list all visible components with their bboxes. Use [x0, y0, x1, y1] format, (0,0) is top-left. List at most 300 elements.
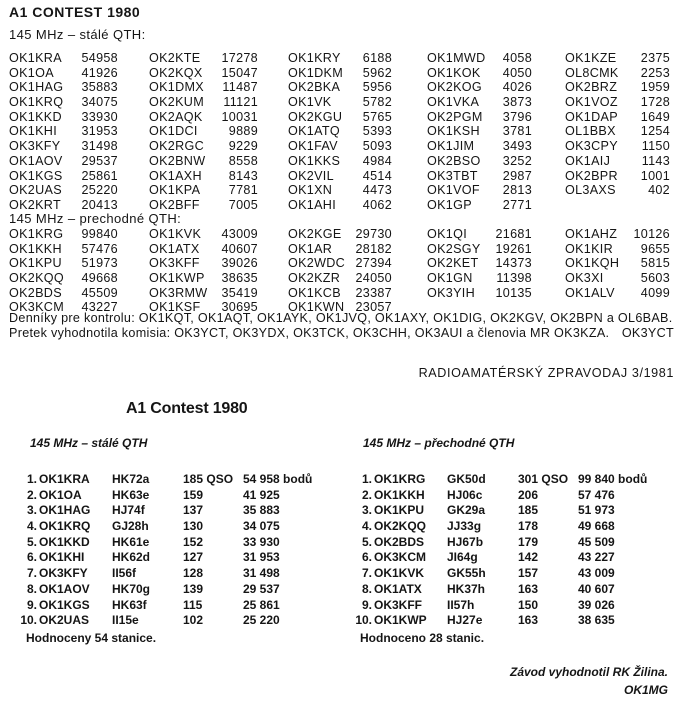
grid-prechodne-row [9, 256, 674, 271]
callsign: OK1KSH [427, 124, 480, 139]
score: 43227 [81, 300, 118, 315]
score: 5956 [362, 80, 392, 95]
score: 1001 [640, 168, 670, 183]
score: 3781 [502, 124, 532, 139]
table-row [13, 472, 343, 488]
callsign: OK1KOK [427, 65, 481, 80]
points: 33 930 [243, 534, 280, 549]
score: 27394 [355, 256, 392, 271]
score: 21681 [495, 227, 532, 241]
points: 31 498 [243, 566, 280, 581]
locator: HJ74f [112, 503, 145, 518]
results-grid-stale [9, 51, 674, 213]
callsign: OK1KWP [149, 271, 205, 286]
score: 1143 [641, 153, 670, 168]
points: 25 220 [243, 613, 280, 628]
table-row [13, 613, 343, 629]
signature: OK1MG [623, 683, 668, 697]
callsign: OK1OA [9, 65, 54, 80]
table-row [348, 582, 678, 598]
rank: 10. [355, 613, 372, 628]
table-heading-stale: 145 MHz – stálé QTH [30, 436, 148, 450]
score: 1150 [641, 139, 670, 154]
score: 3493 [502, 139, 532, 154]
locator: HK62d [112, 550, 151, 565]
callsign: OK1HAG [39, 503, 91, 518]
callsign: OK3KFY [39, 566, 88, 581]
points: 54 958 bodů [243, 472, 313, 486]
callsign: OL3AXS [565, 183, 616, 198]
score: 49668 [81, 271, 118, 286]
grid-prechodne-row [9, 286, 674, 301]
callsign: OK1AHI [288, 197, 336, 212]
score: 10135 [495, 285, 532, 300]
qso-count: 130 [183, 519, 204, 534]
locator: HJ06c [447, 487, 483, 502]
points: 39 026 [578, 597, 615, 612]
callsign: OK2BFF [149, 197, 200, 212]
callsign: OK3YIH [427, 285, 475, 300]
callsign: OL8CMK [565, 65, 619, 80]
score: 45509 [81, 285, 118, 300]
score: 4050 [502, 65, 532, 80]
ranking-table-stale [13, 472, 343, 629]
score: 7781 [228, 183, 258, 198]
score: 4026 [502, 80, 532, 95]
score: 33930 [81, 109, 118, 124]
score: 5603 [640, 271, 670, 286]
callsign: OK1AOV [9, 153, 63, 168]
score: 8558 [228, 153, 258, 168]
notes-signature: OK3YCT [621, 325, 674, 340]
callsign: OK1KKD [9, 109, 62, 124]
score: 15047 [221, 65, 258, 80]
score: 3252 [502, 153, 532, 168]
qso-count: 178 [518, 519, 539, 534]
score: 4984 [362, 153, 392, 168]
callsign: OK2KET [427, 256, 479, 271]
callsign: OK1KIR [565, 241, 613, 256]
rank: 5. [361, 534, 372, 549]
callsign: OK1AXH [149, 168, 202, 183]
table-heading-prechodne: 145 MHz – přechodné QTH [363, 436, 515, 450]
table-footer-stale: Hodnoceny 54 stanice. [26, 631, 157, 645]
callsign: OK1AOV [39, 581, 90, 596]
callsign: OK2KGE [288, 227, 342, 241]
table-row [348, 613, 678, 629]
score: 43009 [221, 227, 258, 241]
callsign: OK1XN [288, 183, 333, 198]
score: 38635 [221, 271, 258, 286]
rank: 2. [361, 487, 372, 502]
score: 30695 [221, 300, 258, 315]
points: 31 953 [243, 550, 280, 565]
score: 11398 [496, 271, 532, 286]
rank: 6. [361, 550, 372, 565]
callsign: OK1KVK [374, 566, 425, 581]
qso-count: 206 [518, 487, 539, 502]
callsign: OK1ALV [565, 285, 615, 300]
score: 24050 [355, 271, 392, 286]
callsign: OK1GP [427, 197, 472, 212]
callsign: OK1KHI [39, 550, 85, 565]
score: 31498 [81, 139, 118, 154]
locator: HJ67b [447, 534, 484, 549]
results-title: A1 Contest 1980 [126, 400, 248, 417]
locator: GK50d [447, 472, 486, 486]
qso-count: 159 [183, 487, 204, 502]
score: 2375 [640, 51, 670, 65]
score: 14373 [495, 256, 532, 271]
score: 25861 [81, 168, 118, 183]
rank: 6. [26, 550, 37, 565]
score: 19261 [495, 241, 532, 256]
qso-count: 185 [518, 503, 539, 518]
score: 31953 [81, 124, 118, 139]
callsign: OK1KRQ [9, 95, 64, 110]
score: 9229 [228, 139, 258, 154]
points: 57 476 [578, 487, 615, 502]
qso-count: 139 [183, 581, 204, 596]
points: 43 009 [578, 566, 615, 581]
locator: GK55h [447, 566, 486, 581]
locator: JI64g [447, 550, 478, 565]
section-heading-stale: 145 MHz – stálé QTH: [9, 27, 146, 42]
grid-stale-row [9, 169, 674, 184]
table-row [348, 503, 678, 519]
score: 5962 [362, 65, 392, 80]
score: 20413 [81, 197, 118, 212]
score: 9655 [640, 241, 670, 256]
callsign: OK1QI [427, 227, 467, 241]
callsign: OK2RGC [149, 139, 204, 154]
callsign: OK2KGU [288, 109, 343, 124]
points: 35 883 [243, 503, 280, 518]
grid-stale-row [9, 124, 674, 139]
locator: II15e [112, 613, 139, 628]
grid-stale-row [9, 66, 674, 81]
notes-text: Denníky pre kontrolu: OK1KQT, OK1AQT, OK1AYK, OK1JVQ, OK1AXY, OK1DIG, OK2KGV, OK2BPN a OL6BAB. Pretek vyhodnotila komisia: OK3YCT, OK3YDX, OK3TCK, OK3CHH, OK3AUI a členovia MR OK3KZA. [9, 311, 673, 340]
callsign: OK1DAP [565, 109, 618, 124]
score: 5093 [362, 139, 392, 154]
callsign: OK3KFF [149, 256, 200, 271]
score: 35883 [81, 80, 118, 95]
callsign: OK1KPU [9, 256, 62, 271]
callsign: OK1VOF [427, 183, 480, 198]
score: 5782 [362, 95, 392, 110]
results-grid-prechodne [9, 227, 674, 315]
locator: GJ28h [112, 519, 149, 534]
callsign: OK2PGM [427, 109, 483, 124]
notes-paragraph [9, 311, 674, 341]
callsign: OK3KCM [9, 300, 64, 315]
points: 25 861 [243, 597, 280, 612]
rank: 8. [26, 581, 37, 596]
callsign: OK2AQK [149, 109, 203, 124]
score: 57476 [81, 241, 118, 256]
callsign: OK2WDC [288, 256, 346, 271]
score: 23057 [355, 300, 392, 315]
callsign: OK1DMX [149, 80, 204, 95]
score: 41926 [81, 65, 118, 80]
score: 4514 [362, 168, 392, 183]
callsign: OK1KKD [39, 534, 90, 549]
qso-count: 137 [183, 503, 204, 518]
callsign: OK1KSF [149, 300, 201, 315]
score: 4058 [502, 51, 532, 65]
score: 8143 [228, 168, 258, 183]
qso-count: 301 QSO [518, 472, 569, 486]
locator: HK37h [447, 581, 486, 596]
score: 5393 [362, 124, 392, 139]
points: 41 925 [243, 487, 280, 502]
score: 40607 [221, 241, 258, 256]
score: 9889 [228, 124, 258, 139]
callsign: OK1KQH [565, 256, 620, 271]
score: 6188 [362, 51, 392, 65]
score: 402 [648, 183, 670, 198]
score: 99840 [81, 227, 118, 241]
callsign: OK3KFY [9, 139, 61, 154]
callsign: OK3KCM [374, 550, 427, 565]
grid-prechodne-row [9, 271, 674, 286]
grid-stale-row [9, 183, 674, 198]
callsign: OK2KQQ [374, 519, 427, 534]
callsign: OK2KRT [9, 197, 61, 212]
callsign: OK1ATX [374, 581, 422, 596]
score: 34075 [81, 95, 118, 110]
callsign: OK1VOZ [565, 95, 618, 110]
score: 17278 [221, 51, 258, 65]
score: 29537 [81, 153, 118, 168]
rank: 4. [361, 519, 372, 534]
evaluation-note: Závod vyhodnotil RK Žilina. [509, 665, 668, 679]
ranking-table-prechodne [348, 472, 678, 629]
callsign: OK1MWD [427, 51, 486, 65]
table-row [348, 566, 678, 582]
points: 51 973 [578, 503, 615, 518]
rank: 8. [361, 581, 372, 596]
callsign: OK1DKM [288, 65, 343, 80]
grid-stale-row [9, 51, 674, 66]
score: 1649 [640, 109, 670, 124]
table-row [348, 550, 678, 566]
callsign: OK1ATX [149, 241, 200, 256]
callsign: OK1GN [427, 271, 473, 286]
rank: 5. [26, 534, 37, 549]
qso-count: 128 [183, 566, 204, 581]
table-row [13, 519, 343, 535]
points: 99 840 bodů [578, 472, 648, 486]
qso-count: 163 [518, 613, 539, 628]
callsign: OK1KKH [374, 487, 425, 502]
callsign: OK2KUM [149, 95, 204, 110]
callsign: OK1KWP [374, 613, 427, 628]
qso-count: 127 [183, 550, 204, 565]
callsign: OK3XI [565, 271, 604, 286]
points: 29 537 [243, 581, 280, 596]
score: 29730 [355, 227, 392, 241]
score: 51973 [81, 256, 118, 271]
rank: 1. [26, 472, 37, 486]
qso-count: 179 [518, 534, 539, 549]
callsign: OK1KRY [288, 51, 341, 65]
score: 54958 [81, 51, 118, 65]
table-row [348, 598, 678, 614]
locator: II57h [447, 597, 475, 612]
locator: II56f [112, 566, 137, 581]
score: 11487 [222, 80, 258, 95]
locator: JJ33g [447, 519, 482, 534]
score: 1959 [640, 80, 670, 95]
points: 38 635 [578, 613, 615, 628]
callsign: OK3KFF [374, 597, 422, 612]
score: 28182 [355, 241, 392, 256]
callsign: OK2BPR [565, 168, 618, 183]
callsign: OK2BKA [288, 80, 341, 95]
rank: 4. [26, 519, 37, 534]
rank: 2. [26, 487, 37, 502]
callsign: OK1AIJ [565, 153, 611, 168]
callsign: OK1KRG [374, 472, 426, 486]
table-row [348, 488, 678, 504]
callsign: OK1KGS [39, 597, 90, 612]
callsign: OK1KRA [39, 472, 90, 486]
locator: HK63e [112, 487, 150, 502]
rank: 10. [20, 613, 37, 628]
callsign: OK2KQQ [9, 271, 64, 286]
rank: 1. [361, 472, 372, 486]
score: 3796 [502, 109, 532, 124]
grid-stale-row [9, 154, 674, 169]
callsign: OK2BSO [427, 153, 481, 168]
callsign: OK1FAV [288, 139, 338, 154]
callsign: OK3TBT [427, 168, 478, 183]
callsign: OK1KVK [149, 227, 202, 241]
score: 1728 [640, 95, 670, 110]
grid-stale-row [9, 95, 674, 110]
callsign: OL1BBX [565, 124, 616, 139]
score: 39026 [221, 256, 258, 271]
locator: HK61e [112, 534, 150, 549]
grid-prechodne-row [9, 227, 674, 242]
callsign: OK2BDS [374, 534, 425, 549]
callsign: OK2BDS [9, 285, 62, 300]
score: 10126 [633, 227, 670, 241]
rank: 3. [361, 503, 372, 518]
table-row [348, 535, 678, 551]
score: 2987 [502, 168, 532, 183]
callsign: OK1AHZ [565, 227, 618, 241]
rank: 9. [26, 597, 37, 612]
callsign: OK1KPA [149, 183, 201, 198]
callsign: OK1KZE [565, 51, 617, 65]
callsign: OK3CPY [565, 139, 618, 154]
callsign: OK1VKA [427, 95, 480, 110]
points: 45 509 [578, 534, 615, 549]
score: 5765 [362, 109, 392, 124]
callsign: OK2UAS [9, 183, 62, 198]
table-row [13, 550, 343, 566]
score: 4099 [640, 285, 670, 300]
callsign: OK1OA [39, 487, 82, 502]
callsign: OK3RMW [149, 285, 208, 300]
section-heading-prechodne: 145 MHz – prechodné QTH: [9, 211, 182, 226]
points: 49 668 [578, 519, 615, 534]
callsign: OK2KTE [149, 51, 201, 65]
callsign: OK1KRG [9, 227, 64, 241]
qso-count: 163 [518, 581, 539, 596]
locator: HJ27e [447, 613, 483, 628]
table-row [13, 503, 343, 519]
score: 7005 [228, 197, 258, 212]
qso-count: 142 [518, 550, 539, 565]
score: 1254 [640, 124, 670, 139]
callsign: OK1KKH [9, 241, 62, 256]
qso-count: 102 [183, 613, 204, 628]
callsign: OK2BRZ [565, 80, 618, 95]
callsign: OK1ATQ [288, 124, 340, 139]
score: 4062 [362, 197, 392, 212]
callsign: OK1DCI [149, 124, 198, 139]
callsign: OK2UAS [39, 613, 90, 628]
table-row [13, 535, 343, 551]
callsign: OK1KCB [288, 285, 341, 300]
page-title: A1 CONTEST 1980 [9, 4, 141, 20]
score: 4473 [362, 183, 392, 198]
points: 43 227 [578, 550, 615, 565]
callsign: OK2SGY [427, 241, 481, 256]
score: 2813 [502, 183, 532, 198]
score: 35419 [221, 285, 258, 300]
table-row [348, 519, 678, 535]
locator: HK72a [112, 472, 150, 486]
table-row [348, 472, 678, 488]
locator: GK29a [447, 503, 486, 518]
callsign: OK2KQX [149, 65, 203, 80]
rank: 7. [26, 566, 37, 581]
callsign: OK1KRQ [39, 519, 91, 534]
callsign: OK1JIM [427, 139, 475, 154]
table-row [13, 598, 343, 614]
callsign: OK2KOG [427, 80, 482, 95]
score: 3873 [502, 95, 532, 110]
callsign: OK1KWN [288, 300, 345, 315]
qso-count: 152 [183, 534, 204, 549]
grid-stale-row [9, 80, 674, 95]
locator: HK63f [112, 597, 147, 612]
table-row [13, 566, 343, 582]
callsign: OK2KZR [288, 271, 341, 286]
callsign: OK1VK [288, 95, 332, 110]
points: 40 607 [578, 581, 615, 596]
score: 23387 [355, 285, 392, 300]
score: 2253 [640, 65, 670, 80]
rank: 9. [361, 597, 372, 612]
qso-count: 157 [518, 566, 539, 581]
callsign: OK2VIL [288, 168, 334, 183]
rank: 7. [361, 566, 372, 581]
qso-count: 150 [518, 597, 539, 612]
table-row [13, 582, 343, 598]
grid-prechodne-row [9, 242, 674, 257]
locator: HK70g [112, 581, 151, 596]
table-footer-prechodne: Hodnoceno 28 stanic. [360, 631, 485, 645]
grid-stale-row [9, 139, 674, 154]
callsign: OK1KRA [9, 51, 62, 65]
callsign: OK1HAG [9, 80, 64, 95]
score: 10031 [221, 109, 258, 124]
